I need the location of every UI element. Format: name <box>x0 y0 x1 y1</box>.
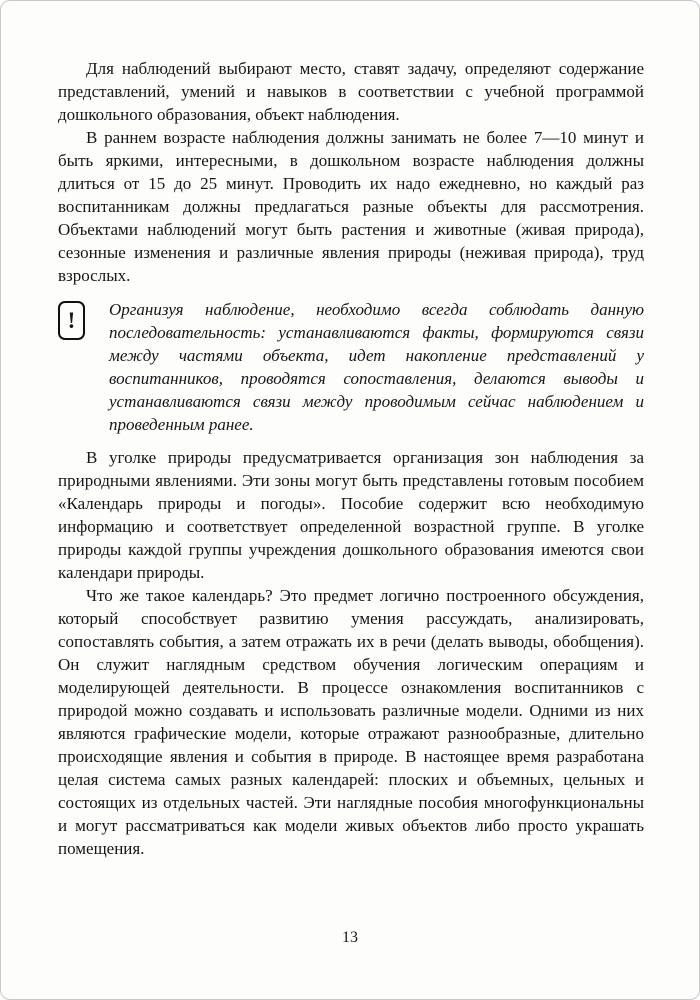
page-number: 13 <box>342 929 358 946</box>
paragraph-nature-corner: В уголке природы предусматривается организация зон наблюдения за природными явлениями. Эти зоны могут быть представлены готовым пособием «Календарь природы и погоды». Пособие содержит всю необходимую информацию и соответствует определенной возрастной группе. В уголке природы каждой группы учреждения дошкольного образования имеются свои календари природы. <box>58 448 644 582</box>
paragraph-calendar-definition: Что же такое календарь? Это предмет логично построенного обсуждения, который способствует развитию умения рассуждать, анализировать, сопоставлять события, а затем отражать их в речи (делать выводы, обобщения). Он служит наглядным средством обучения логическим операциям и моделирующей деятельности. В процессе ознакомления воспитанников с природой можно создавать и использовать различные модели. Одними из них являются графические модели, которые отражают разнообразные, длительно происходящие явления и события в природе. В настоящее время разработана целая система самых разных календарей: плоских и объемных, цельных и состоящих из отдельных частей. Эти наглядные пособия многофункциональны и могут рассматриваться как модели живых объектов либо просто украшать помещения. <box>58 586 644 858</box>
note-block <box>58 298 644 436</box>
exclamation-glyph: ! <box>67 308 76 333</box>
note-text: Организуя наблюдение, необходимо всегда соблюдать данную последовательность: устанавливаются факты, формируются связи между частями объекта, идет накопление представлений у воспитанников, проводятся сопоставления, делаются выводы и устанавливаются связи между проводимым сейчас наблюдением и проведенным ранее. <box>109 300 644 434</box>
paragraph-observation-duration: В раннем возрасте наблюдения должны занимать не более 7—10 минут и быть яркими, интересными, в дошкольном возрасте наблюдения должны длиться от 15 до 25 минут. Проводить их надо ежедневно, но каждый раз воспитанникам должны предлагаться разные объекты для рассмотрения. Объектами наблюдений могут быть растения и животные (живая природа), сезонные изменения и различные явления природы (неживая природа), труд взрослых. <box>58 128 644 285</box>
paragraph-observation-setup: Для наблюдений выбирают место, ставят задачу, определяют содержание представлений, умений и навыков в соответствии с учебной программой дошкольного образования, объект наблюдения. <box>58 59 644 124</box>
exclamation-icon <box>58 301 85 340</box>
page-content <box>1 1 699 860</box>
